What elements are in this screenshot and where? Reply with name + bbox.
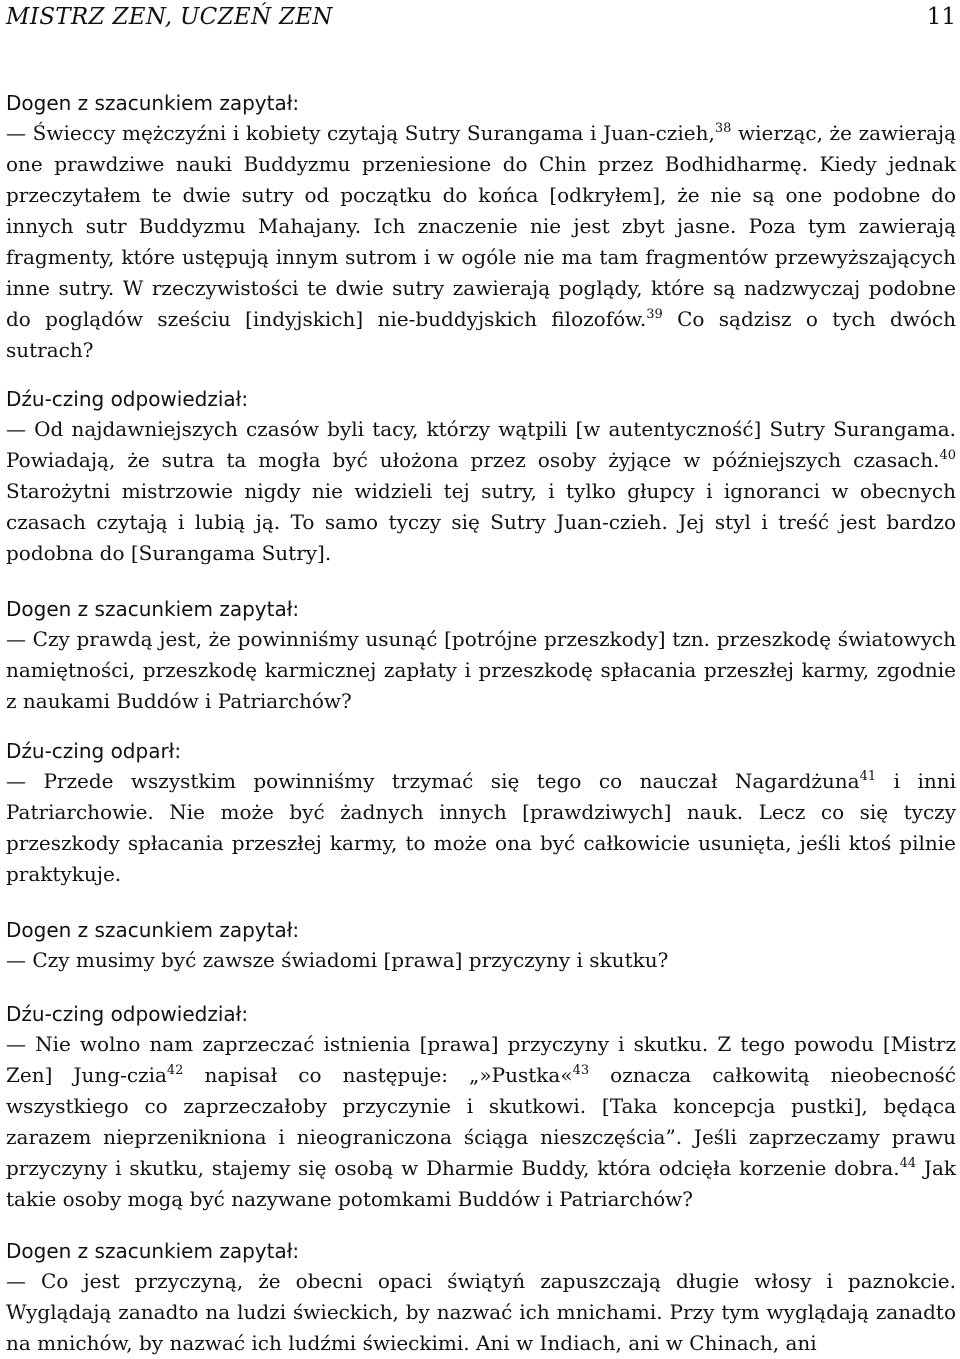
dialogue-block-1 [6, 90, 956, 366]
paragraph-text: napisał co następuje: „»Pustka« [183, 1063, 573, 1087]
paragraph-text: Jak takie osoby mogą być nazywane potomkami Buddów i Patriarchów? [6, 1156, 956, 1211]
paragraph-text: — Nie wolno nam zaprzeczać istnienia [prawa] przyczyny i skutku. Z tego powodu [Mistrz Zen] Jung-czia [6, 1032, 956, 1087]
paragraph-text: Co sądzisz o tych dwóch sutrach? [6, 307, 956, 362]
speaker-line: Dogen z szacunkiem zapytał: [6, 91, 300, 115]
footnote-marker: 38 [714, 121, 732, 136]
speaker-line: Dźu-czing odpowiedział: [6, 387, 249, 411]
speaker-line: Dogen z szacunkiem zapytał: [6, 597, 300, 621]
running-header [6, 4, 956, 34]
dialogue-paragraph [6, 766, 956, 890]
dialogue-block-4 [6, 738, 956, 890]
footnote-marker: 39 [646, 307, 663, 322]
footnote-marker: 43 [572, 1063, 590, 1078]
dialogue-paragraph [6, 1266, 956, 1359]
dialogue-block-3 [6, 596, 956, 717]
dialogue-paragraph [6, 945, 956, 976]
paragraph-text: — Świeccy mężczyźni i kobiety czytają Sutry Surangama i Juan-czieh, [6, 121, 715, 145]
footnote-marker: 40 [939, 448, 956, 463]
dialogue-block-6 [6, 1001, 956, 1215]
speaker-line: Dogen z szacunkiem zapytał: [6, 918, 300, 942]
running-title: MISTRZ ZEN, UCZEŃ ZEN [6, 4, 333, 30]
paragraph-text: — Czy prawdą jest, że powinniśmy usunąć [potrójne przeszkody] tzn. przeszkodę światowych namiętności, przeszkodę karmicznej zapłaty i przeszkodę spłacania przeszłej karmy, zgodnie z naukami Buddów i Patriarchów? [6, 627, 956, 713]
paragraph-text: — Od najdawniejszych czasów byli tacy, którzy wątpili [w autentyczność] Sutry Surangama. Powiadają, że sutra ta mogła być ułożona przez osoby żyjące w późniejszych czasach. [6, 417, 956, 472]
speaker-line: Dźu-czing odpowiedział: [6, 1002, 249, 1026]
paragraph-text: i inni Patriarchowie. Nie może być żadnych innych [prawdziwych] nauk. Lecz co się tyczy przeszkody spłacania przeszłej karmy, to może ona być całkowicie usunięta, jeśli ktoś pilnie praktykuje. [6, 769, 956, 886]
footnote-marker: 41 [859, 769, 877, 784]
paragraph-text: — Co jest przyczyną, że obecni opaci świątyń zapuszczają długie włosy i paznokcie. Wyglądają zanadto na ludzi świeckich, by nazwać ich mnichami. Przy tym wyglądają zanadto na mnichów, by nazwać ich ludźmi świeckimi. Ani w Indiach, ani w Chinach, ani [6, 1269, 956, 1355]
page-number: 11 [926, 4, 956, 30]
dialogue-paragraph [6, 624, 956, 717]
paragraph-text: — Czy musimy być zawsze świadomi [prawa] przyczyny i skutku? [6, 948, 669, 972]
footnote-marker: 44 [899, 1156, 917, 1171]
speaker-line: Dźu-czing odparł: [6, 739, 182, 763]
footnote-marker: 42 [166, 1063, 184, 1078]
paragraph-text: wierząc, że zawierają one prawdziwe nauki Buddyzmu przeniesione do Chin przez Bodhidharmę. Kiedy jednak przeczytałem te dwie sutry od początku do końca [odkryłem], że nie są one podobne do innych sutr Buddyzmu Mahajany. Ich znaczenie nie jest zbyt jasne. Poza tym zawierają fragmenty, które ustępują innym sutrom i w ogóle nie ma tam fragmentów przewyższających inne sutry. W rzeczywistości te dwie sutry zawierają poglądy, które są nadzwyczaj podobne do poglądów sześciu [indyjskich] nie-buddyjskich filozofów. [6, 121, 956, 331]
dialogue-paragraph [6, 118, 956, 366]
dialogue-block-5 [6, 917, 956, 976]
speaker-line: Dogen z szacunkiem zapytał: [6, 1239, 300, 1263]
paragraph-text: Starożytni mistrzowie nigdy nie widzieli tej sutry, i tylko głupcy i ignoranci w obecnych czasach czytają i lubią ją. To samo tyczy się Sutry Juan-czieh. Jej styl i treść jest bardzo podobna do [Surangama Sutry]. [6, 479, 956, 565]
dialogue-block-2 [6, 386, 956, 569]
paragraph-text: — Przede wszystkim powinniśmy trzymać się tego co nauczał Nagardżuna [6, 769, 860, 793]
dialogue-block-7 [6, 1238, 956, 1359]
paragraph-text: oznacza całkowitą nieobecność wszystkiego co zaprzeczałoby przyczynie i skutkowi. [Taka koncepcja pustki], będąca zarazem nieprzenikniona i nieograniczona ściąga nieszczęścia”. Jeśli zaprzeczamy prawu przyczyny i skutku, stajemy się osobą w Dharmie Buddy, która odcięła korzenie dobra. [6, 1063, 956, 1180]
dialogue-paragraph [6, 1029, 956, 1215]
dialogue-paragraph [6, 414, 956, 569]
